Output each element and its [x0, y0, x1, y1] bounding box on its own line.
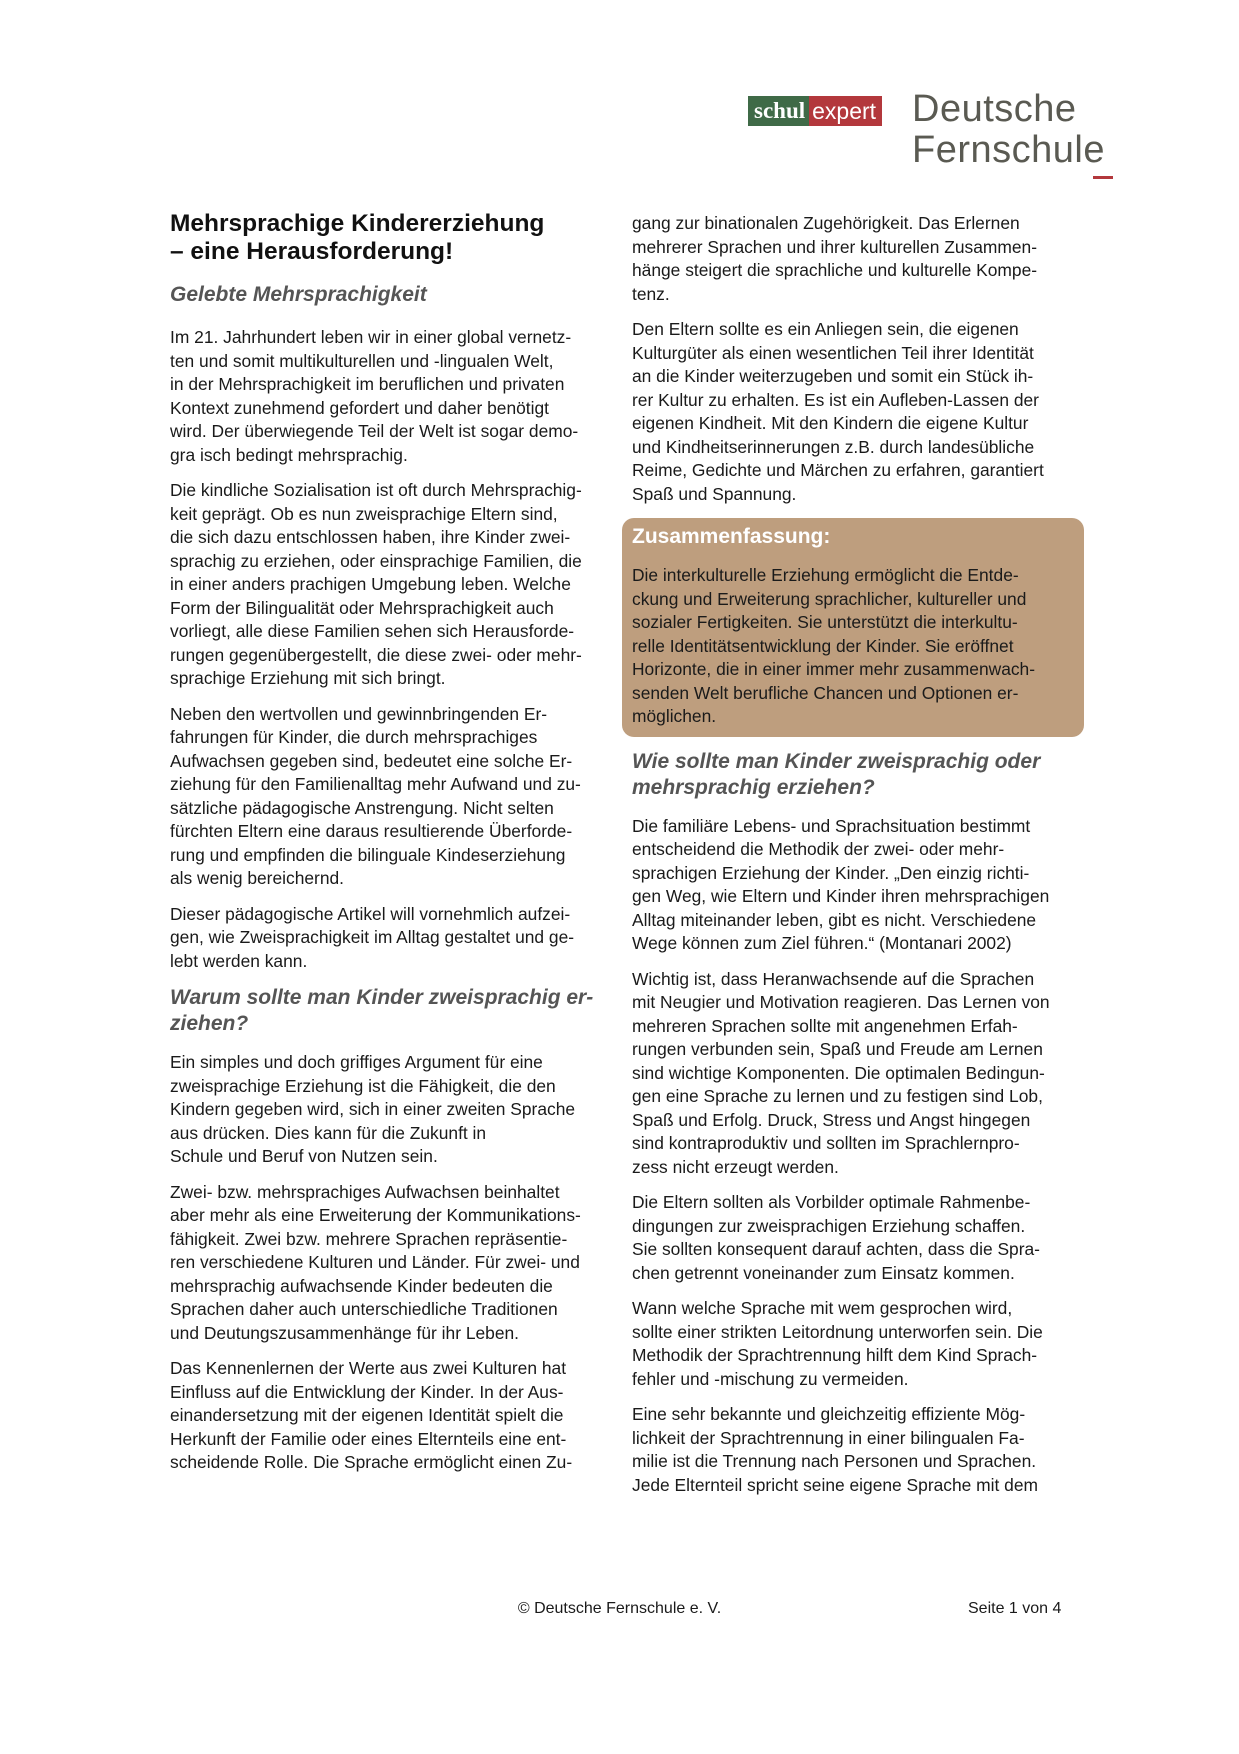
article-title: Mehrsprachige Kindererziehung – eine Herausforderung! [170, 210, 545, 265]
paragraph: Zwei- bzw. mehrsprachiges Aufwachsen beinhaltet aber mehr als eine Erweiterung der Kommunikations- fähigkeit. Zwei bzw. mehrere Sprachen repräsentie- ren verschiedene Kulturen und Länder. Für zwei- und mehrsprachig aufwachsende Kinder bedeuten die Sprachen daher auch unterschiedliche Traditionen und Deutungszusammenhänge für ihr Leben. [170, 1181, 581, 1343]
badge-schul-text: schul [748, 96, 809, 126]
paragraph: Die Eltern sollten als Vorbilder optimale Rahmenbe- dingungen zur zweisprachigen Erziehung schaffen. Sie sollten konsequent darauf achten, dass die Spra- chen getrennt voneinander zum Einsatz kommen. [632, 1192, 1040, 1283]
summary-heading: Zusammenfassung: [632, 525, 831, 548]
logo-text-line1: Deutsche [912, 88, 1077, 130]
paragraph: Neben den wertvollen und gewinnbringenden Er- fahrungen für Kinder, die durch mehrsprachiges Aufwachsen gegeben sind, bedeutet eine solche Er- ziehung für den Familienalltag mehr Aufwand und zu- sätzliche pädagogische Anstrengung. Nicht selten fürchten Eltern eine daraus resultierende Überforde- rung und empfinden die bilinguale Kindeserziehung als wenig bereichernd. [170, 703, 581, 888]
paragraph: Wann welche Sprache mit wem gesprochen wird, sollte einer strikten Leitordnung unterworfen sein. Die Methodik der Sprachtrennung hilft dem Kind Sprach- fehler und -mischung zu vermeiden. [632, 1298, 1043, 1389]
footer-page-number: Seite 1 von 4 [968, 1600, 1062, 1617]
logo-text-line2: Fernschule [912, 129, 1105, 171]
paragraph: Die kindliche Sozialisation ist oft durch Mehrsprachig- keit geprägt. Ob es nun zweisprachige Eltern sind, die sich dazu entschlossen haben, ihre Kinder zwei- sprachig zu erziehen, oder einsprachige Familien, die in einer anders prachigen Umgebung leben. Welche Form der Bilingualität oder Mehrsprachigkeit auch vorliegt, alle diese Familien sehen sich Herausforde- rungen gegenübergestellt, die diese zwei- oder mehr- sprachige Erziehung mit sich bringt. [170, 480, 582, 688]
paragraph: Das Kennenlernen der Werte aus zwei Kulturen hat Einfluss auf die Entwicklung der Kinder. In der Aus- einandersetzung mit der eigenen Identität spielt die Herkunft der Familie oder eines Elternteils eine ent- scheidende Rolle. Die Sprache ermöglicht einen Zu- [170, 1358, 573, 1472]
summary-box [622, 518, 1084, 737]
section-heading-warum: Warum sollte man Kinder zweisprachig er- ziehen? [170, 986, 594, 1035]
schulexpert-badge [748, 96, 896, 126]
paragraph: Den Eltern sollte es ein Anliegen sein, die eigenen Kulturgüter als einen wesentlichen Teil ihrer Identität an die Kinder weiterzugeben und somit ein Stück ih- rer Kultur zu erhalten. Es ist ein Aufleben-Lassen der eigenen Kindheit. Mit den Kindern die eigene Kultur und Kindheitserinnerungen z.B. durch landesübliche Reime, Gedichte und Märchen zu erfahren, garantiert Spaß und Spannung. [632, 319, 1044, 504]
deutsche-fernschule-logo [742, 82, 1132, 182]
paragraph: Eine sehr bekannte und gleichzeitig effiziente Mög- lichkeit der Sprachtrennung in einer bilingualen Fa- milie ist die Trennung nach Personen und Sprachen. Jede Elternteil spricht seine eigene Sprache mit dem [632, 1404, 1038, 1495]
paragraph: Ein simples und doch griffiges Argument für eine zweisprachige Erziehung ist die Fähigkeit, die den Kindern gegeben wird, sich in einer zweiten Sprache aus drücken. Dies kann für die Zukunft in Schule und Beruf von Nutzen sein. [170, 1052, 576, 1166]
paragraph: Dieser pädagogische Artikel will vornehmlich aufzei- gen, wie Zweisprachigkeit im Alltag gestaltet und ge- lebt werden kann. [170, 903, 575, 971]
footer-copyright: © Deutsche Fernschule e. V. [517, 1600, 722, 1617]
logo-accent-underline [1093, 176, 1113, 179]
paragraph: Die familiäre Lebens- und Sprachsituation bestimmt entscheidend die Methodik der zwei- oder mehr- sprachigen Erziehung der Kinder. „Den einzig richti- gen Weg, wie Eltern und Kinder ihren mehrsprachigen Alltag miteinander leben, gibt es nicht. Verschiedene Wege können zum Ziel führen.“ (Montanari 2002) [632, 815, 1050, 953]
section-heading-wie: Wie sollte man Kinder zweisprachig oder mehrsprachig erziehen? [632, 749, 1041, 799]
right-column [632, 212, 1074, 1509]
paragraph: Im 21. Jahrhundert leben wir in einer global vernetz- ten und somit multikulturellen und -lingualen Welt, in der Mehrsprachigkeit im beruflichen und privaten Kontext zunehmend gefordert und daher benötigt wird. Der überwiegende Teil der Welt ist sogar demo- gra isch bedingt mehrsprachig. [170, 327, 579, 465]
section-heading-gelebte: Gelebte Mehrsprachigkeit [170, 283, 427, 306]
paragraph: gang zur binationalen Zugehörigkeit. Das Erlernen mehrerer Sprachen und ihrer kulturellen Zusammen- hänge steigert die sprachliche und kulturelle Kompe- tenz. [632, 213, 1038, 304]
summary-text: Die interkulturelle Erziehung ermöglicht die Entde- ckung und Erweiterung sprachlicher, kultureller und sozialer Fertigkeiten. Sie unterstützt die interkultu- relle Identitätsentwicklung der Kinder. Sie eröffnet Horizonte, die in einer immer mehr zusammenwach- senden Welt berufliche Chancen und Optionen er- möglichen. [632, 565, 1036, 726]
badge-expert-text: expert [809, 96, 882, 126]
paragraph: Wichtig ist, dass Heranwachsende auf die Sprachen mit Neugier und Motivation reagieren. Das Lernen von mehreren Sprachen sollte mit angenehmen Erfah- rungen verbunden sein, Spaß und Freude am Lernen sind wichtige Komponenten. Die optimalen Bedingun- gen eine Sprache zu lernen und zu festigen sind Lob, Spaß und Erfolg. Druck, Stress und Angst hingegen sind kontraproduktiv und sollten im Sprachlernpro- zess nicht erzeugt werden. [632, 968, 1050, 1177]
left-column [170, 210, 610, 1487]
